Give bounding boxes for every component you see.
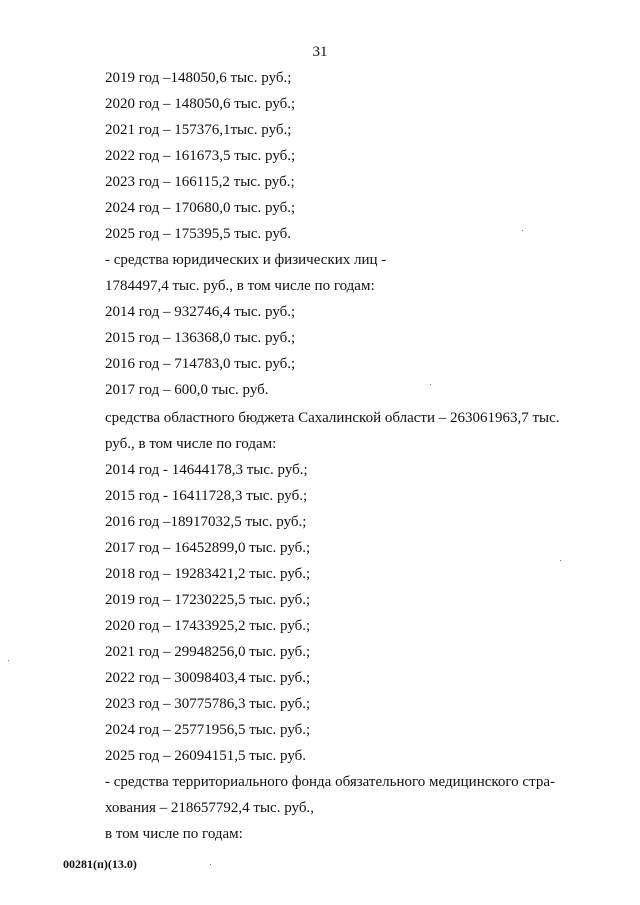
footer-code: 00281(п)(13.0) (63, 857, 137, 871)
text-line: 2016 год –18917032,5 тыс. руб.; (105, 514, 307, 530)
text-line: 2021 год – 157376,1тыс. руб.; (105, 122, 292, 138)
text-line: 2025 год – 26094151,5 тыс. руб. (105, 748, 307, 764)
text-line: 2016 год – 714783,0 тыс. руб.; (105, 356, 296, 372)
text-line: 1784497,4 тыс. руб., в том числе по годам: (105, 278, 375, 294)
text-line: 2025 год – 175395,5 тыс. руб. (105, 226, 292, 242)
text-line: 2015 год – 136368,0 тыс. руб.; (105, 330, 296, 346)
text-line: 2024 год – 170680,0 тыс. руб.; (105, 200, 296, 216)
scan-speck (430, 384, 431, 385)
text-line: - средства территориального фонда обязательного медицинского стра- (105, 774, 555, 790)
scan-speck (560, 560, 561, 561)
text-line: 2017 год – 600,0 тыс. руб. (105, 382, 269, 398)
text-line: 2019 год – 17230225,5 тыс. руб.; (105, 592, 311, 608)
text-line: - средства юридических и физических лиц - (105, 252, 387, 268)
scan-speck (522, 230, 523, 231)
text-line: 2014 год – 932746,4 тыс. руб.; (105, 304, 296, 320)
text-line: 2022 год – 30098403,4 тыс. руб.; (105, 670, 311, 686)
text-line: руб., в том числе по годам: (105, 436, 277, 452)
text-line: 2024 год – 25771956,5 тыс. руб.; (105, 722, 311, 738)
text-line: хования – 218657792,4 тыс. руб., (105, 800, 314, 816)
page-number: 31 (312, 44, 328, 60)
text-line: 2017 год – 16452899,0 тыс. руб.; (105, 540, 311, 556)
scan-speck (210, 864, 211, 865)
text-line: 2018 год – 19283421,2 тыс. руб.; (105, 566, 311, 582)
text-line: 2023 год – 30775786,3 тыс. руб.; (105, 696, 311, 712)
text-line: в том числе по годам: (105, 826, 243, 842)
text-line: 2020 год – 148050,6 тыс. руб.; (105, 96, 296, 112)
scan-speck (8, 660, 9, 661)
text-line: 2022 год – 161673,5 тыс. руб.; (105, 148, 296, 164)
text-line: 2020 год – 17433925,2 тыс. руб.; (105, 618, 311, 634)
text-line: 2019 год –148050,6 тыс. руб.; (105, 70, 292, 86)
text-line: 2023 год – 166115,2 тыс. руб.; (105, 174, 295, 190)
text-line: средства областного бюджета Сахалинской области – 263061963,7 тыс. (105, 410, 560, 426)
text-line: 2014 год - 14644178,3 тыс. руб.; (105, 462, 308, 478)
text-line: 2015 год - 16411728,3 тыс. руб.; (105, 488, 308, 504)
text-line: 2021 год – 29948256,0 тыс. руб.; (105, 644, 311, 660)
